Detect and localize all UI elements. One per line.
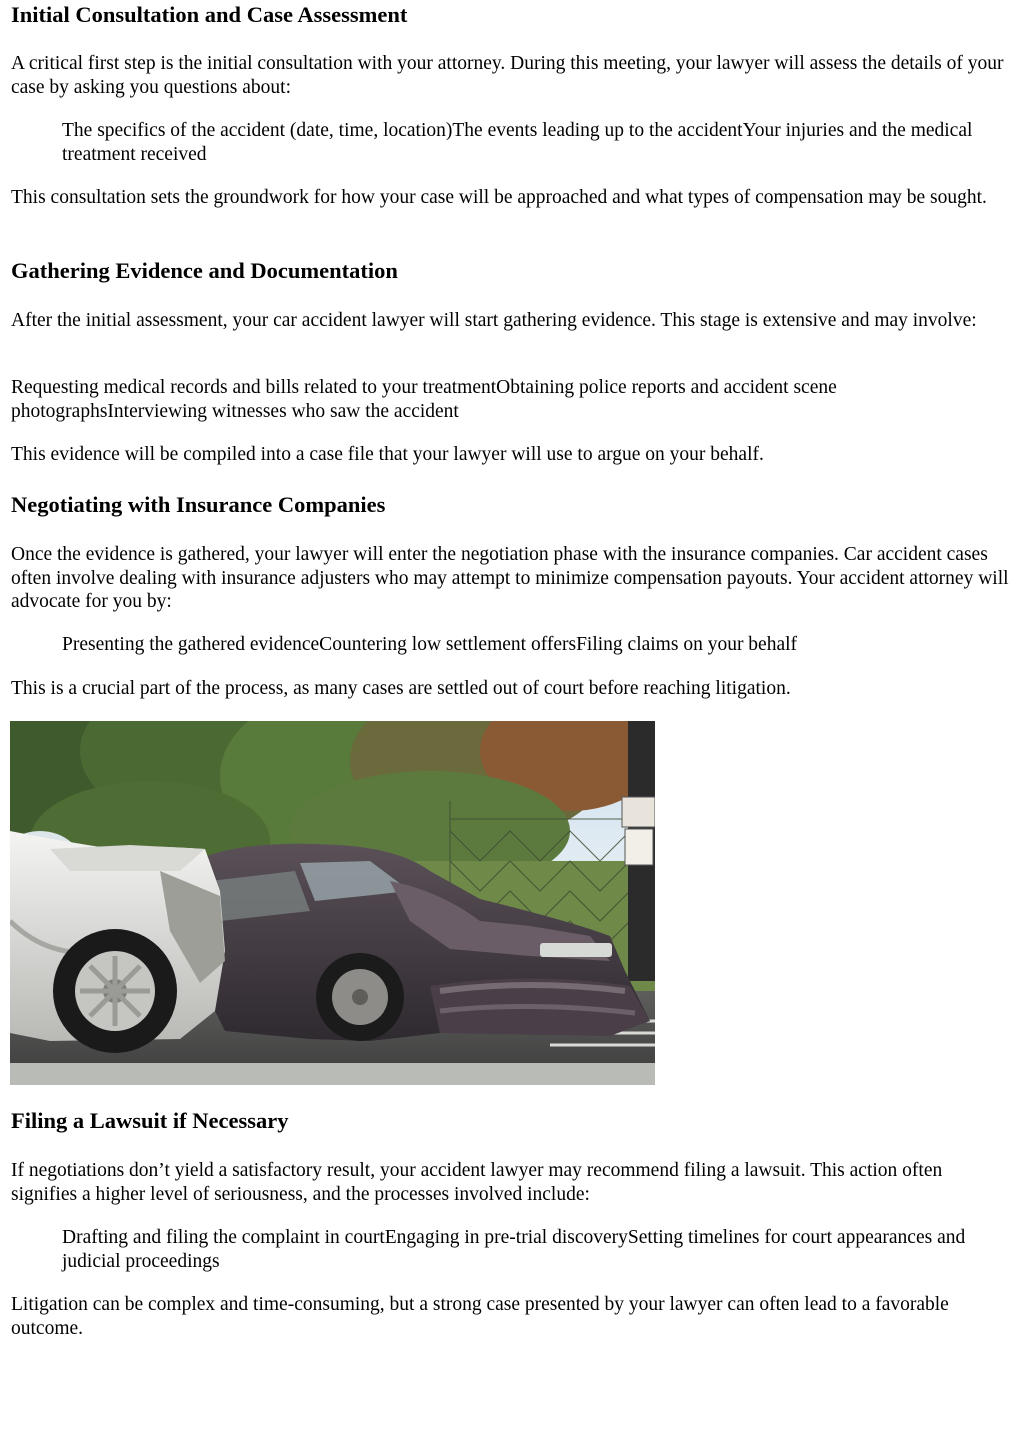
section-outro-lawsuit: Litigation can be complex and time-consuming, but a strong case presented by your lawyer can often lead to a favorable outcome. [11,1294,949,1339]
section-outro-negotiation: This is a crucial part of the process, as many cases are settled out of court before reaching litigation. [11,678,791,699]
section-list-lawsuit: Drafting and filing the complaint in courtEngaging in pre-trial discoverySetting timelines for court appearances and judicial proceedings [62,1227,966,1272]
section-list-consultation: The specifics of the accident (date, time, location)The events leading up to the accidentYour injuries and the medical treatment received [62,120,973,165]
car-accident-photo [10,721,655,1085]
section-list-negotiation: Presenting the gathered evidenceCountering low settlement offersFiling claims on your behalf [62,634,798,655]
white-car [10,831,225,1053]
section-heading-lawsuit: Filing a Lawsuit if Necessary [11,1108,289,1133]
section-intro-negotiation: Once the evidence is gathered, your lawyer will enter the negotiation phase with the insurance companies. Car accident cases often involve dealing with insurance adjusters who may attempt to minimize compensation payouts. Your accident attorney will advocate for you by: [11,544,1009,612]
push-button-sign [625,829,653,865]
section-heading-evidence: Gathering Evidence and Documentation [11,258,398,283]
section-heading-negotiation: Negotiating with Insurance Companies [11,492,386,517]
section-heading-consultation: Initial Consultation and Case Assessment [11,2,408,27]
section-intro-lawsuit: If negotiations don’t yield a satisfactory result, your accident lawyer may recommend filing a lawsuit. This action often signifies a higher level of seriousness, and the processes involved include: [11,1160,943,1205]
section-list-evidence: Requesting medical records and bills related to your treatmentObtaining police reports and accident scene photographsInterviewing witnesses who saw the accident [11,377,837,422]
car-accident-illustration [10,721,655,1085]
section-outro-evidence: This evidence will be compiled into a case file that your lawyer will use to argue on your behalf. [11,444,764,465]
sign [622,797,655,827]
section-intro-evidence: After the initial assessment, your car accident lawyer will start gathering evidence. This stage is extensive and may involve: [11,310,977,331]
section-outro-consultation: This consultation sets the groundwork for how your case will be approached and what types of compensation may be sought. [11,187,987,208]
section-intro-consultation: A critical first step is the initial consultation with your attorney. During this meeting, your lawyer will assess the details of your case by asking you questions about: [11,53,1004,98]
